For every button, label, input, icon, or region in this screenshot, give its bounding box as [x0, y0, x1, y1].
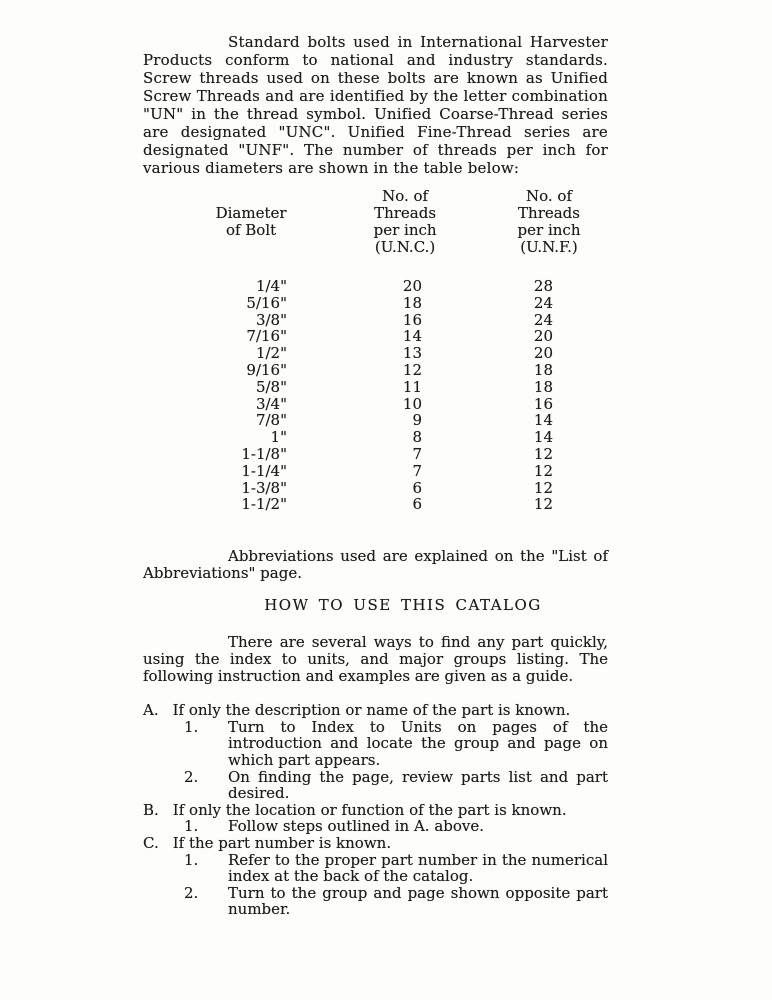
thread-table-row [143, 278, 608, 295]
step-text: Follow steps outlined in A. above. [228, 817, 485, 836]
unc-threads-cell: 7 [412, 461, 422, 480]
unc-threads-cell: 20 [402, 277, 422, 295]
unc-threads-cell: 7 [412, 444, 422, 463]
thread-table [143, 188, 608, 513]
usage-paragraph: There are several ways to find any part quickly, using the index to units, and major groups listing. The following instruction and examples are given as a guide. [143, 633, 608, 686]
table-header-line: Threads [518, 204, 580, 222]
thread-table-row [143, 362, 608, 379]
thread-table-row [143, 412, 608, 429]
instruction-text: If only the location or function of the part is known. [172, 800, 567, 819]
step-number: 2. [184, 883, 199, 902]
unf-threads-cell: 12 [533, 478, 553, 497]
unc-threads-cell: 9 [412, 411, 422, 430]
table-header-line: No. of [526, 187, 573, 205]
diameter-cell: 1-1/2" [241, 495, 287, 514]
unf-threads-cell: 28 [533, 277, 553, 295]
unf-threads-cell: 14 [533, 411, 553, 430]
unf-threads-cell: 12 [533, 444, 553, 463]
diameter-cell: 1/4" [255, 277, 287, 295]
diameter-cell: 5/16" [246, 293, 287, 312]
thread-table-row [143, 345, 608, 362]
table-header-line: (U.N.C.) [374, 238, 436, 256]
thread-table-row [143, 496, 608, 513]
diameter-cell: 5/8" [255, 377, 287, 396]
instruction-label: B. [143, 800, 159, 819]
unf-threads-cell: 24 [533, 310, 553, 329]
unc-threads-cell: 6 [412, 495, 422, 514]
thread-table-row [143, 429, 608, 446]
table-header-line: per inch [373, 221, 437, 239]
unc-threads-cell: 14 [402, 327, 422, 346]
step-text: Refer to the proper part number in the numerical index at the back of the catalog. [228, 850, 608, 886]
column-header-unc [346, 188, 464, 256]
step-text: On finding the page, review parts list and part desired. [228, 767, 608, 803]
unc-threads-cell: 8 [412, 428, 422, 447]
instruction-item [143, 835, 608, 852]
thread-table-row [143, 446, 608, 463]
unf-threads-cell: 12 [533, 461, 553, 480]
thread-table-row [143, 379, 608, 396]
column-header-unf [490, 188, 608, 256]
step-number: 1. [184, 817, 199, 836]
unc-threads-cell: 6 [412, 478, 422, 497]
step-text: Turn to the group and page shown opposite part number. [228, 883, 608, 919]
table-header-line: of Bolt [225, 221, 277, 239]
text-column [143, 33, 608, 918]
table-header-line: Diameter [215, 204, 287, 222]
instruction-step [143, 719, 608, 769]
unf-threads-cell: 20 [533, 327, 553, 346]
unf-threads-cell: 12 [533, 495, 553, 514]
unc-threads-cell: 11 [402, 377, 422, 396]
instruction-text: If the part number is known. [172, 833, 392, 852]
thread-table-row [143, 463, 608, 480]
unc-threads-cell: 10 [402, 394, 422, 413]
instructions-list [143, 702, 608, 918]
instruction-text: If only the description or name of the part is known. [172, 701, 571, 720]
instruction-step [143, 818, 608, 835]
table-header-line: (U.N.F.) [520, 238, 578, 256]
intro-paragraph: Standard bolts used in International Harvester Products conform to national and industry standards. Screw threads used on these bolts are known as Unified Screw Threads and are identified by the letter combination "UN" in the thread symbol. Unified Coarse-Thread series are designated "UNC". Unified Fine-Thread series are designated "UNF". The number of threads per inch for various diameters are shown in the table below: [143, 33, 608, 177]
diameter-cell: 9/16" [246, 360, 287, 379]
instruction-step [143, 769, 608, 802]
unc-threads-cell: 16 [402, 310, 422, 329]
unf-threads-cell: 16 [533, 394, 553, 413]
column-header-diameter [197, 188, 305, 256]
table-header-line: No. of [382, 187, 429, 205]
diameter-cell: 3/8" [255, 310, 287, 329]
diameter-cell: 7/16" [246, 327, 287, 346]
thread-table-row [143, 396, 608, 413]
diameter-cell: 1/2" [255, 344, 287, 363]
unc-threads-cell: 18 [402, 293, 422, 312]
step-text: Turn to Index to Units on pages of the introduction and locate the group and page on which part appears. [228, 717, 608, 769]
diameter-cell: 1-3/8" [241, 478, 287, 497]
instruction-step [143, 852, 608, 885]
table-header-line: per inch [517, 221, 581, 239]
diameter-cell: 1" [270, 428, 287, 447]
step-number: 2. [184, 767, 199, 786]
step-number: 1. [184, 717, 199, 736]
instruction-step [143, 885, 608, 918]
instruction-item [143, 702, 608, 719]
abbreviations-note: Abbreviations used are explained on the "List of Abbreviations" page. [143, 547, 608, 583]
diameter-cell: 1-1/8" [241, 444, 287, 463]
unf-threads-cell: 24 [533, 293, 553, 312]
unf-threads-cell: 18 [533, 377, 553, 396]
section-heading: HOW TO USE THIS CATALOG [264, 596, 542, 615]
instruction-label: C. [143, 833, 159, 852]
step-number: 1. [184, 850, 199, 869]
diameter-cell: 1-1/4" [241, 461, 287, 480]
thread-table-row [143, 312, 608, 329]
instruction-item [143, 802, 608, 819]
unc-threads-cell: 12 [402, 360, 422, 379]
unf-threads-cell: 18 [533, 360, 553, 379]
thread-table-row [143, 328, 608, 345]
thread-table-row [143, 480, 608, 497]
thread-table-body [143, 278, 608, 513]
unf-threads-cell: 20 [533, 344, 553, 363]
diameter-cell: 3/4" [255, 394, 287, 413]
unc-threads-cell: 13 [402, 344, 422, 363]
diameter-cell: 7/8" [255, 411, 287, 430]
instruction-label: A. [143, 701, 159, 720]
unf-threads-cell: 14 [533, 428, 553, 447]
table-header-line: Threads [374, 204, 437, 222]
thread-table-row [143, 295, 608, 312]
thread-table-header [143, 188, 608, 256]
